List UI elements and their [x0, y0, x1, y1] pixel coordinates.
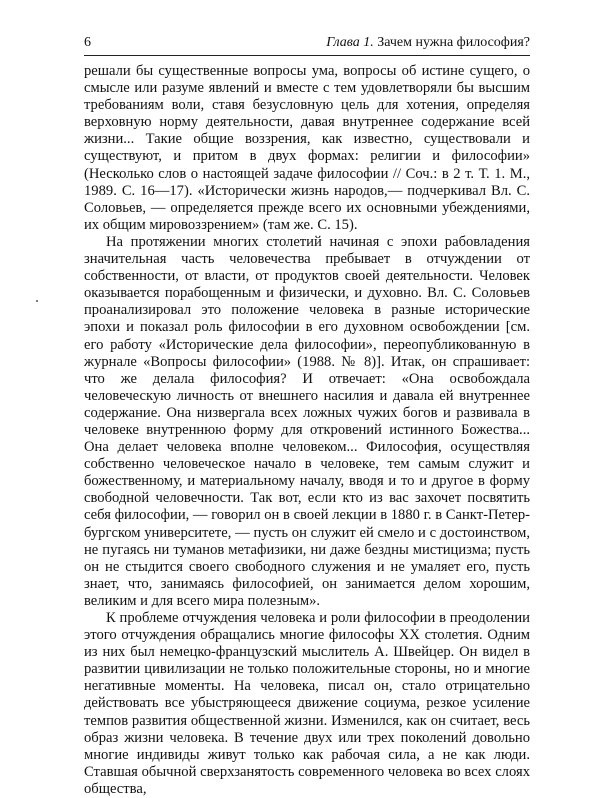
scan-speck	[36, 300, 38, 302]
paragraph-schweitzer: К проблеме отчуждения человека и роли философии в преодолении этого отчуждения обращались многие философы XX столетия. Одним из них был немецко-французский мыслитель А. Швейцер. Он видел в развитии цивилизации не только положительные стороны, но и многие негативные моменты. На человека, писал он, стало отрицательно действовать все убыстряющееся движение социума, резкое усиление темпов развития общественной жизни. Изменился, как он считает, весь образ жизни человека. В течение двух или трех поколений довольно многие индивиды живут только как рабочая сила, а не как люди. Ставшая обычной сверхзанятость современного человека во всех слоях общества,	[84, 610, 530, 797]
body-text	[84, 63, 530, 798]
paragraph-alienation: На протяжении многих столетий начиная с эпохи рабовладения значительная часть человечества пребывает в отчуждении от собственности, от власти, от продуктов своей деятельности. Человек оказывается порабощенным и физически, и духовно. Вл. С. Соловьев проанализировал это положение человека в разные исторические эпохи и показал роль философии в его духовном освобождении [см. его работу «Исторические дела философии», переопубликованную в журнале «Вопросы философии» (1988. № 8)]. Итак, он спрашивает: что же делала философия? И отвечает: «Она освобождала человеческую личность от внешнего насилия и давала ей внутреннее содержание. Она низвергала всех ложных чужих богов и развивала в человеке внутреннюю форму для откровений истинного Божества... Она делает человека вполне человеком... Философия, осуществляя собственно человеческое начало в человеке, тем самым служит и божественному, и материальному началу, вводя и то и другое в форму свободной человечности. Так вот, если кто из вас захочет посвятить себя философии, — говорил он в своей лекции в 1880 г. в Санкт-Петербургском университете, — пусть он служит ей смело и с достоинством, не пугаясь ни туманов метафизики, ни даже бездны мистицизма; пусть он не стыдится своего свободного служения и не умаляет его, пусть знает, что, занимаясь философией, он занимается делом хорошим, великим и для всего мира полезным».	[84, 233, 530, 609]
header-divider	[84, 55, 530, 56]
chapter-header	[326, 33, 530, 53]
page-number: 6	[84, 35, 91, 50]
running-header	[84, 33, 530, 53]
chapter-title: Зачем нужна философия?	[373, 35, 530, 50]
paragraph-continuation: решали бы существенные вопросы ума, вопросы об истине сущего, о смысле или разуме явлений и вместе с тем удовлетворяли бы высшим требованиям воли, ставя безусловную цель для хотения, определяя верховную норму деятельности, давая внутреннее содержание всей жизни... Такие общие воззрения, как известно, существовали и существуют, и притом в двух формах: религии и философии» (Несколько слов о настоящей задаче философии // Соч.: в 2 т. Т. 1. М., 1989. С. 16—17). «Исторически жизнь народов,— подчеркивал Вл. С. Соловьев, — определяется прежде всего их основными убеждениями, их общим мировоззрением» (там же. С. 15).	[84, 63, 530, 233]
chapter-label: Глава 1.	[326, 35, 374, 50]
